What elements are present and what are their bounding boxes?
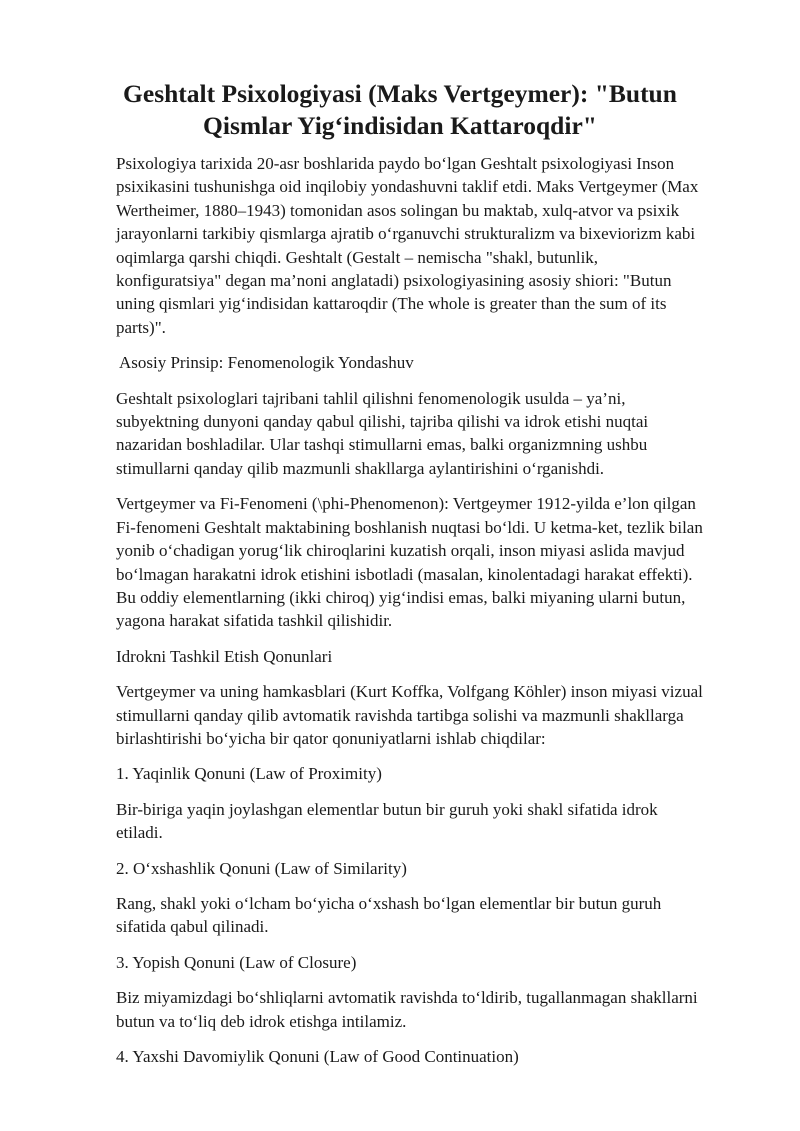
section-heading-laws: Idrokni Tashkil Etish Qonunlari [116,646,333,666]
law-heading-continuation: 4. Yaxshi Davomiylik Qonuni (Law of Good Continuation) [116,1047,519,1066]
law-heading-proximity: 1. Yaqinlik Qonuni (Law of Proximity) [116,764,382,784]
law-heading-closure: 3. Yopish Qonuni (Law of Closure) [116,952,357,972]
document-body [116,152,706,1080]
document-title: Geshtalt Psixologiyasi (Maks Vertgeymer): "Butun Qismlar Yig‘indisidan Kattaroqdir" [123,79,677,140]
law-text-closure: Biz miyamizdagi bo‘shliqlarni avtomatik ravishda to‘ldirib, tugallanmagan shakllarni butun va to‘liq deb idrok etishga intilamiz. [116,988,698,1031]
law-heading-similarity: 2. O‘xshashlik Qonuni (Law of Similarity) [116,858,407,878]
section-heading-principle: Asosiy Prinsip: Fenomenologik Yondashuv [119,353,414,373]
principle-paragraph: Geshtalt psixologlari tajribani tahlil qilishni fenomenologik usulda – ya’ni, subyektning dunyoni qanday qabul qilishi, tajriba qilishi va idrok etishi nuqtai nazaridan boshladilar. Ular tashqi stimullarni emas, balki organizmning ushbu stimullarni qanday qilib mazmunli shakllarga aylantirishini o‘rganishdi. [116,388,649,478]
laws-intro-paragraph: Vertgeymer va uning hamkasblari (Kurt Koffka, Volfgang Köhler) inson miyasi vizual stimullarni qanday qilib avtomatik ravishda tartibga solishi va mazmunli shakllarga birlashtirishi bo‘yicha bir qator qonuniyatlarni ishlab chiqdilar: [116,682,703,748]
law-text-proximity: Bir-biriga yaqin joylashgan elementlar butun bir guruh yoki shakl sifatida idrok etiladi. [116,799,658,843]
law-text-similarity: Rang, shakl yoki o‘lcham bo‘yicha o‘xshash bo‘lgan elementlar bir butun guruh sifatida qabul qilinadi. [116,893,662,937]
phi-phenomenon-paragraph: Vertgeymer va Fi-Fenomeni (\phi-Phenomenon): Vertgeymer 1912-yilda e’lon qilgan Fi-fenomeni Geshtalt maktabining boshlanish nuqtasi bo‘ldi. U ketma-ket, tezlik bilan yonib o‘chadigan yorug‘lik chiroqlarini kuzatish orqali, inson miyasi aslida mavjud bo‘lmagan harakatni idrok etishini isbotladi (masalan, kinolentadagi harakat effekti). Bu oddiy elementlarning (ikki chiroq) yig‘indisi emas, balki miyaning ularni butun, yagona harakat sifatida tashkil qilishidir. [116,494,703,631]
intro-paragraph: Psixologiya tarixida 20-asr boshlarida paydo bo‘lgan Geshtalt psixologiyasi Inson psixikasini tushunishga oid inqilobiy yondashuvni taklif etdi. Maks Vertgeymer (Max Wertheimer, 1880–1943) tomonidan asos solingan bu maktab, xulq-atvor va psixik jarayonlarni tarkibiy qismlarga ajratib o‘rganuvchi strukturalizm va bixeviorizm kabi oqimlarga qarshi chiqdi. Geshtalt (Gestalt – nemischa "shakl, butunlik, konfiguratsiya" degan ma’noni anglatadi) psixologiyasining asosiy shiori: "Butun uning qismlari yig‘indisidan kattaroqdir (The whole is greater than the sum of its parts)". [116,154,699,337]
